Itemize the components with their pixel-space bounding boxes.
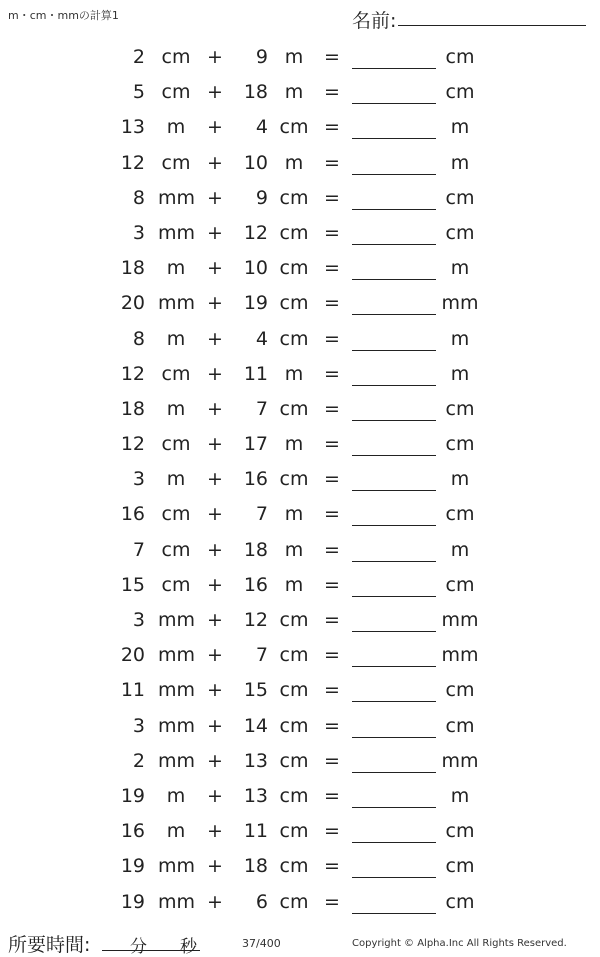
second-unit: cm [279, 116, 309, 139]
plus-sign: + [207, 292, 223, 315]
answer-blank[interactable] [352, 46, 436, 69]
first-unit: mm [158, 221, 196, 244]
answer-unit: m [450, 257, 470, 280]
second-unit: cm [279, 679, 309, 702]
problem-row [0, 74, 600, 109]
answer-blank[interactable] [352, 539, 436, 562]
seconds-label: 秒 [180, 937, 197, 957]
answer-blank[interactable] [352, 152, 436, 175]
second-number: 11 [243, 820, 268, 843]
plus-sign: + [207, 433, 223, 456]
answer-blank[interactable] [352, 609, 436, 632]
answer-unit: m [450, 538, 470, 561]
first-number: 11 [120, 679, 145, 702]
first-unit: mm [158, 186, 196, 209]
answer-unit: mm [441, 292, 479, 315]
first-unit: m [166, 468, 186, 491]
equals-sign: = [324, 257, 340, 280]
first-unit: mm [158, 292, 196, 315]
second-unit: cm [279, 644, 309, 667]
first-number: 19 [120, 784, 145, 807]
answer-unit: cm [445, 890, 475, 913]
second-number: 4 [255, 116, 268, 139]
plus-sign: + [207, 679, 223, 702]
plus-sign: + [207, 609, 223, 631]
plus-sign: + [207, 644, 223, 667]
first-number: 3 [132, 609, 145, 631]
second-number: 15 [243, 679, 268, 702]
problem-row [0, 708, 600, 743]
equals-sign: = [324, 186, 340, 209]
first-unit: m [166, 820, 186, 843]
problem-row [0, 813, 600, 848]
equals-sign: = [324, 46, 340, 68]
problem-row [0, 461, 600, 496]
answer-unit: cm [445, 81, 475, 104]
first-number: 18 [120, 257, 145, 280]
second-unit: cm [279, 397, 309, 420]
equals-sign: = [324, 503, 340, 526]
answer-unit: cm [445, 397, 475, 420]
problem-row [0, 285, 600, 320]
plus-sign: + [207, 714, 223, 737]
problem-row [0, 567, 600, 602]
problem-row [0, 532, 600, 567]
answer-blank[interactable] [352, 750, 436, 773]
problem-row [0, 672, 600, 707]
first-number: 3 [132, 468, 145, 491]
second-unit: m [284, 81, 304, 104]
first-number: 3 [132, 221, 145, 244]
answer-unit: m [450, 468, 470, 491]
first-number: 7 [132, 538, 145, 561]
plus-sign: + [207, 151, 223, 174]
second-number: 13 [243, 749, 268, 772]
plus-sign: + [207, 257, 223, 280]
second-unit: cm [279, 784, 309, 807]
second-unit: cm [279, 609, 309, 631]
plus-sign: + [207, 749, 223, 772]
equals-sign: = [324, 362, 340, 385]
second-number: 6 [255, 890, 268, 913]
first-number: 8 [132, 327, 145, 350]
first-number: 12 [120, 151, 145, 174]
problem-row [0, 215, 600, 250]
first-unit: mm [158, 890, 196, 913]
equals-sign: = [324, 714, 340, 737]
answer-unit: mm [441, 609, 479, 631]
plus-sign: + [207, 468, 223, 491]
equals-sign: = [324, 784, 340, 807]
second-number: 16 [243, 468, 268, 491]
first-number: 12 [120, 433, 145, 456]
equals-sign: = [324, 327, 340, 350]
first-unit: mm [158, 855, 196, 878]
first-unit: cm [161, 151, 191, 174]
equals-sign: = [324, 81, 340, 104]
first-unit: cm [161, 46, 191, 68]
second-number: 17 [243, 433, 268, 456]
plus-sign: + [207, 327, 223, 350]
second-unit: cm [279, 855, 309, 878]
second-unit: m [284, 433, 304, 456]
equals-sign: = [324, 855, 340, 878]
second-unit: cm [279, 749, 309, 772]
first-unit: mm [158, 644, 196, 667]
second-unit: cm [279, 221, 309, 244]
answer-unit: cm [445, 573, 475, 596]
first-unit: cm [161, 538, 191, 561]
second-number: 10 [243, 257, 268, 280]
answer-blank[interactable] [352, 820, 436, 843]
second-unit: cm [279, 890, 309, 913]
equals-sign: = [324, 644, 340, 667]
answer-blank[interactable] [352, 574, 436, 597]
first-number: 20 [120, 292, 145, 315]
second-number: 9 [255, 186, 268, 209]
plus-sign: + [207, 855, 223, 878]
first-unit: mm [158, 679, 196, 702]
answer-unit: cm [445, 503, 475, 526]
first-unit: cm [161, 573, 191, 596]
equals-sign: = [324, 433, 340, 456]
answer-blank[interactable] [352, 785, 436, 808]
answer-unit: m [450, 151, 470, 174]
answer-blank[interactable] [352, 891, 436, 914]
second-unit: m [284, 538, 304, 561]
copyright-notice: Copyright © Alpha.Inc All Rights Reserved. [352, 938, 567, 949]
answer-blank[interactable] [352, 503, 436, 526]
answer-blank[interactable] [352, 257, 436, 280]
minutes-label: 分 [130, 937, 147, 957]
second-number: 18 [243, 538, 268, 561]
plus-sign: + [207, 186, 223, 209]
problem-row [0, 356, 600, 391]
second-number: 14 [243, 714, 268, 737]
equals-sign: = [324, 221, 340, 244]
plus-sign: + [207, 362, 223, 385]
second-number: 7 [255, 397, 268, 420]
first-number: 5 [132, 81, 145, 104]
plus-sign: + [207, 538, 223, 561]
second-number: 11 [243, 362, 268, 385]
answer-blank[interactable] [352, 679, 436, 702]
first-number: 12 [120, 362, 145, 385]
plus-sign: + [207, 784, 223, 807]
answer-blank[interactable] [352, 292, 436, 315]
problem-row [0, 250, 600, 285]
first-unit: m [166, 257, 186, 280]
second-unit: m [284, 46, 304, 68]
second-unit: m [284, 503, 304, 526]
first-unit: cm [161, 362, 191, 385]
problem-row [0, 778, 600, 813]
answer-blank[interactable] [352, 644, 436, 667]
worksheet-title: m・cm・mmの計算1 [8, 9, 119, 22]
first-unit: cm [161, 81, 191, 104]
second-number: 19 [243, 292, 268, 315]
first-number: 8 [132, 186, 145, 209]
second-unit: m [284, 362, 304, 385]
first-unit: m [166, 116, 186, 139]
problem-list [0, 39, 600, 919]
answer-unit: m [450, 784, 470, 807]
first-unit: cm [161, 503, 191, 526]
first-number: 18 [120, 397, 145, 420]
answer-unit: cm [445, 221, 475, 244]
answer-unit: cm [445, 46, 475, 68]
second-unit: cm [279, 820, 309, 843]
second-unit: cm [279, 257, 309, 280]
problem-row [0, 180, 600, 215]
plus-sign: + [207, 820, 223, 843]
second-unit: cm [279, 468, 309, 491]
name-write-line[interactable] [398, 25, 586, 26]
time-required-label: 所要時間: [8, 934, 91, 956]
first-number: 19 [120, 855, 145, 878]
answer-blank[interactable] [352, 222, 436, 245]
first-number: 3 [132, 714, 145, 737]
answer-blank[interactable] [352, 715, 436, 738]
name-label: 名前: [352, 10, 397, 32]
answer-unit: m [450, 116, 470, 139]
first-number: 19 [120, 890, 145, 913]
answer-blank[interactable] [352, 328, 436, 351]
equals-sign: = [324, 116, 340, 139]
plus-sign: + [207, 573, 223, 596]
plus-sign: + [207, 890, 223, 913]
problem-row [0, 391, 600, 426]
second-number: 10 [243, 151, 268, 174]
first-number: 2 [132, 749, 145, 772]
equals-sign: = [324, 820, 340, 843]
first-number: 15 [120, 573, 145, 596]
equals-sign: = [324, 609, 340, 631]
second-number: 12 [243, 609, 268, 631]
plus-sign: + [207, 397, 223, 420]
second-number: 12 [243, 221, 268, 244]
answer-blank[interactable] [352, 81, 436, 104]
first-unit: mm [158, 609, 196, 631]
second-number: 18 [243, 855, 268, 878]
equals-sign: = [324, 573, 340, 596]
answer-blank[interactable] [352, 855, 436, 878]
answer-blank[interactable] [352, 468, 436, 491]
equals-sign: = [324, 397, 340, 420]
second-unit: cm [279, 714, 309, 737]
plus-sign: + [207, 503, 223, 526]
answer-blank[interactable] [352, 433, 436, 456]
problem-row [0, 743, 600, 778]
answer-blank[interactable] [352, 187, 436, 210]
problem-row [0, 426, 600, 461]
answer-unit: cm [445, 433, 475, 456]
first-unit: mm [158, 749, 196, 772]
second-unit: m [284, 573, 304, 596]
problem-row [0, 145, 600, 180]
first-number: 13 [120, 116, 145, 139]
equals-sign: = [324, 679, 340, 702]
plus-sign: + [207, 46, 223, 68]
answer-unit: mm [441, 749, 479, 772]
page-number: 37/400 [242, 937, 281, 950]
answer-unit: cm [445, 714, 475, 737]
first-unit: m [166, 784, 186, 807]
second-number: 7 [255, 644, 268, 667]
problem-row [0, 496, 600, 531]
first-number: 2 [132, 46, 145, 68]
problem-row [0, 848, 600, 883]
problem-row [0, 109, 600, 144]
first-number: 16 [120, 503, 145, 526]
second-number: 18 [243, 81, 268, 104]
equals-sign: = [324, 749, 340, 772]
answer-unit: m [450, 362, 470, 385]
equals-sign: = [324, 468, 340, 491]
first-unit: mm [158, 714, 196, 737]
problem-row [0, 884, 600, 919]
equals-sign: = [324, 292, 340, 315]
second-unit: m [284, 151, 304, 174]
plus-sign: + [207, 221, 223, 244]
first-unit: m [166, 397, 186, 420]
answer-unit: mm [441, 644, 479, 667]
second-unit: cm [279, 292, 309, 315]
plus-sign: + [207, 81, 223, 104]
problem-row [0, 602, 600, 637]
second-number: 9 [255, 46, 268, 68]
plus-sign: + [207, 116, 223, 139]
second-unit: cm [279, 327, 309, 350]
answer-blank[interactable] [352, 363, 436, 386]
answer-unit: cm [445, 679, 475, 702]
answer-unit: cm [445, 186, 475, 209]
second-number: 16 [243, 573, 268, 596]
equals-sign: = [324, 151, 340, 174]
equals-sign: = [324, 538, 340, 561]
answer-unit: cm [445, 855, 475, 878]
first-number: 16 [120, 820, 145, 843]
first-unit: m [166, 327, 186, 350]
problem-row [0, 39, 600, 74]
first-unit: cm [161, 433, 191, 456]
second-number: 7 [255, 503, 268, 526]
second-number: 4 [255, 327, 268, 350]
answer-blank[interactable] [352, 116, 436, 139]
equals-sign: = [324, 890, 340, 913]
answer-unit: m [450, 327, 470, 350]
second-unit: cm [279, 186, 309, 209]
second-number: 13 [243, 784, 268, 807]
problem-row [0, 321, 600, 356]
answer-blank[interactable] [352, 398, 436, 421]
first-number: 20 [120, 644, 145, 667]
problem-row [0, 637, 600, 672]
answer-unit: cm [445, 820, 475, 843]
